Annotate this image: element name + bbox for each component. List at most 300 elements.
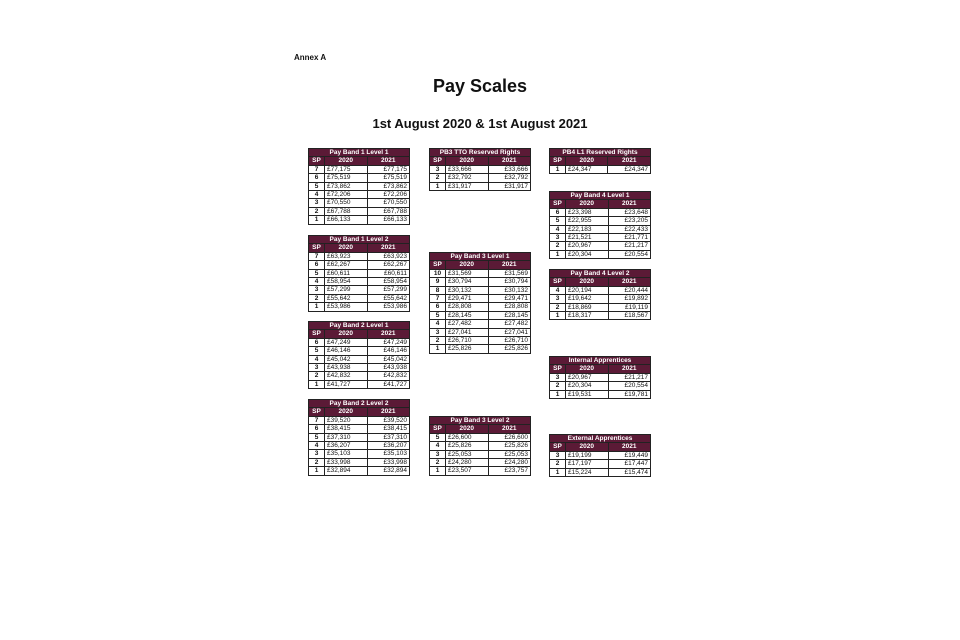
column-header-sp: SP	[430, 425, 446, 433]
table-row	[309, 458, 410, 466]
salary-2021-cell: £27,041	[488, 328, 531, 336]
table-row	[550, 312, 651, 320]
salary-2020-cell: £28,808	[446, 303, 489, 311]
table-row	[430, 182, 531, 190]
salary-2021-cell: £23,648	[608, 208, 651, 216]
spine-point-cell: 1	[550, 390, 566, 398]
column-header-sp: SP	[309, 157, 325, 165]
salary-2020-cell: £77,175	[325, 165, 368, 173]
column-header-2020: 2020	[325, 408, 368, 416]
salary-2021-cell: £60,611	[367, 269, 410, 277]
table-row	[309, 450, 410, 458]
salary-2020-cell: £18,317	[566, 312, 609, 320]
salary-2020-cell: £30,132	[446, 286, 489, 294]
column-header-2021: 2021	[608, 200, 651, 208]
salary-2020-cell: £32,894	[325, 467, 368, 475]
pay-table-title: External Apprentices	[550, 435, 651, 443]
spine-point-cell: 2	[430, 337, 446, 345]
pay-table	[429, 416, 531, 476]
spine-point-cell: 4	[309, 278, 325, 286]
salary-2021-cell: £19,892	[608, 295, 651, 303]
salary-2020-cell: £33,666	[446, 165, 489, 173]
pay-table	[429, 252, 531, 354]
salary-2020-cell: £19,642	[566, 295, 609, 303]
salary-2021-cell: £19,781	[608, 390, 651, 398]
spine-point-cell: 7	[309, 416, 325, 424]
spine-point-cell: 4	[550, 225, 566, 233]
salary-2021-cell: £41,727	[367, 380, 410, 388]
salary-2020-cell: £33,998	[325, 458, 368, 466]
salary-2021-cell: £55,642	[367, 294, 410, 302]
table-row	[430, 328, 531, 336]
pay-table-title: Pay Band 1 Level 1	[309, 149, 410, 157]
salary-2020-cell: £24,280	[446, 459, 489, 467]
table-row	[430, 337, 531, 345]
table-row	[309, 347, 410, 355]
salary-2021-cell: £19,119	[608, 303, 651, 311]
page-subtitle: 1st August 2020 & 1st August 2021	[372, 116, 588, 131]
salary-2020-cell: £36,207	[325, 442, 368, 450]
salary-2021-cell: £23,757	[488, 467, 531, 475]
salary-2020-cell: £45,042	[325, 355, 368, 363]
salary-2020-cell: £32,792	[446, 174, 489, 182]
column-header-2020: 2020	[325, 157, 368, 165]
salary-2021-cell: £19,449	[608, 451, 651, 459]
pay-table	[308, 399, 410, 476]
table-row	[309, 416, 410, 424]
spine-point-cell: 6	[550, 208, 566, 216]
salary-2021-cell: £66,133	[367, 216, 410, 224]
salary-2021-cell: £21,217	[608, 242, 651, 250]
table-row	[309, 355, 410, 363]
salary-2021-cell: £28,808	[488, 303, 531, 311]
salary-2021-cell: £36,207	[367, 442, 410, 450]
salary-2021-cell: £32,894	[367, 467, 410, 475]
pay-table-title: Pay Band 4 Level 2	[550, 270, 651, 278]
salary-2020-cell: £60,611	[325, 269, 368, 277]
pay-table	[308, 321, 410, 389]
annex-label: Annex A	[294, 53, 327, 62]
salary-2021-cell: £33,998	[367, 458, 410, 466]
salary-2020-cell: £73,862	[325, 182, 368, 190]
salary-2021-cell: £20,444	[608, 286, 651, 294]
spine-point-cell: 3	[309, 364, 325, 372]
spine-point-cell: 4	[309, 355, 325, 363]
table-row	[430, 433, 531, 441]
pay-table-title: Pay Band 2 Level 2	[309, 400, 410, 408]
table-row	[430, 345, 531, 353]
salary-2020-cell: £20,967	[566, 242, 609, 250]
salary-2020-cell: £20,194	[566, 286, 609, 294]
column-header-2020: 2020	[566, 365, 609, 373]
salary-2021-cell: £29,471	[488, 295, 531, 303]
table-row	[550, 303, 651, 311]
column-header-2021: 2021	[608, 278, 651, 286]
salary-2020-cell: £27,482	[446, 320, 489, 328]
table-row	[309, 286, 410, 294]
salary-2021-cell: £47,249	[367, 338, 410, 346]
pay-table	[549, 356, 651, 399]
column-header-2021: 2021	[367, 408, 410, 416]
spine-point-cell: 2	[550, 303, 566, 311]
salary-2020-cell: £75,519	[325, 174, 368, 182]
pay-table-title: Pay Band 3 Level 2	[430, 417, 531, 425]
column-header-2020: 2020	[325, 330, 368, 338]
salary-2020-cell: £26,600	[446, 433, 489, 441]
table-row	[309, 261, 410, 269]
table-row	[550, 165, 651, 173]
salary-2021-cell: £31,569	[488, 269, 531, 277]
table-row	[430, 303, 531, 311]
salary-2021-cell: £38,415	[367, 425, 410, 433]
spine-point-cell: 1	[309, 380, 325, 388]
table-row	[430, 295, 531, 303]
spine-point-cell: 1	[430, 182, 446, 190]
spine-point-cell: 5	[430, 311, 446, 319]
salary-2021-cell: £77,175	[367, 165, 410, 173]
salary-2020-cell: £25,826	[446, 442, 489, 450]
salary-2021-cell: £53,986	[367, 303, 410, 311]
salary-2021-cell: £15,474	[608, 468, 651, 476]
column-header-2021: 2021	[488, 261, 531, 269]
salary-2020-cell: £15,224	[566, 468, 609, 476]
salary-2021-cell: £75,519	[367, 174, 410, 182]
salary-2020-cell: £57,299	[325, 286, 368, 294]
column-header-2021: 2021	[488, 157, 531, 165]
salary-2021-cell: £21,217	[608, 373, 651, 381]
salary-2021-cell: £31,917	[488, 182, 531, 190]
table-row	[430, 442, 531, 450]
salary-2021-cell: £57,299	[367, 286, 410, 294]
table-row	[309, 252, 410, 260]
salary-2021-cell: £39,520	[367, 416, 410, 424]
spine-point-cell: 7	[430, 295, 446, 303]
table-row	[550, 286, 651, 294]
salary-2021-cell: £26,710	[488, 337, 531, 345]
table-row	[309, 191, 410, 199]
page-title: Pay Scales	[432, 76, 528, 96]
table-row	[309, 216, 410, 224]
salary-2020-cell: £21,521	[566, 234, 609, 242]
column-header-sp: SP	[550, 443, 566, 451]
salary-2020-cell: £25,053	[446, 450, 489, 458]
salary-2020-cell: £42,832	[325, 372, 368, 380]
spine-point-cell: 1	[550, 312, 566, 320]
salary-2020-cell: £63,923	[325, 252, 368, 260]
salary-2020-cell: £46,146	[325, 347, 368, 355]
spine-point-cell: 1	[309, 467, 325, 475]
column-header-sp: SP	[550, 157, 566, 165]
spine-point-cell: 9	[430, 278, 446, 286]
salary-2021-cell: £27,482	[488, 320, 531, 328]
salary-2020-cell: £31,917	[446, 182, 489, 190]
pay-table-title: Pay Band 2 Level 1	[309, 322, 410, 330]
salary-2020-cell: £31,569	[446, 269, 489, 277]
salary-2020-cell: £30,794	[446, 278, 489, 286]
pay-table	[549, 434, 651, 477]
column-header-sp: SP	[550, 200, 566, 208]
table-row	[309, 372, 410, 380]
salary-2020-cell: £22,183	[566, 225, 609, 233]
salary-2021-cell: £28,145	[488, 311, 531, 319]
table-row	[309, 380, 410, 388]
spine-point-cell: 3	[550, 373, 566, 381]
spine-point-cell: 10	[430, 269, 446, 277]
table-row	[550, 468, 651, 476]
spine-point-cell: 3	[550, 234, 566, 242]
salary-2020-cell: £17,197	[566, 460, 609, 468]
column-header-2020: 2020	[446, 261, 489, 269]
salary-2020-cell: £19,531	[566, 390, 609, 398]
table-row	[309, 294, 410, 302]
pay-table	[549, 191, 651, 259]
table-row	[550, 234, 651, 242]
salary-2020-cell: £19,199	[566, 451, 609, 459]
salary-2021-cell: £20,554	[608, 250, 651, 258]
salary-2020-cell: £29,471	[446, 295, 489, 303]
salary-2020-cell: £62,267	[325, 261, 368, 269]
spine-point-cell: 5	[430, 433, 446, 441]
salary-2020-cell: £67,788	[325, 207, 368, 215]
salary-2020-cell: £55,642	[325, 294, 368, 302]
table-row	[309, 269, 410, 277]
salary-2021-cell: £32,792	[488, 174, 531, 182]
table-row	[430, 450, 531, 458]
table-row	[430, 278, 531, 286]
table-row	[309, 199, 410, 207]
salary-2021-cell: £33,666	[488, 165, 531, 173]
salary-2021-cell: £25,826	[488, 442, 531, 450]
table-row	[550, 451, 651, 459]
salary-2021-cell: £62,267	[367, 261, 410, 269]
column-header-2021: 2021	[367, 157, 410, 165]
pay-table-title: Pay Band 1 Level 2	[309, 236, 410, 244]
pay-table	[549, 148, 651, 174]
table-row	[550, 242, 651, 250]
spine-point-cell: 3	[550, 451, 566, 459]
salary-2021-cell: £35,103	[367, 450, 410, 458]
spine-point-cell: 2	[309, 458, 325, 466]
table-row	[309, 207, 410, 215]
salary-2021-cell: £70,550	[367, 199, 410, 207]
salary-2021-cell: £23,205	[608, 217, 651, 225]
spine-point-cell: 1	[309, 216, 325, 224]
pay-table-title: PB3 TTO Reserved Rights	[430, 149, 531, 157]
spine-point-cell: 7	[309, 165, 325, 173]
salary-2020-cell: £72,206	[325, 191, 368, 199]
salary-2020-cell: £70,550	[325, 199, 368, 207]
table-row	[430, 459, 531, 467]
spine-point-cell: 2	[430, 174, 446, 182]
spine-point-cell: 1	[550, 165, 566, 173]
column-header-2021: 2021	[367, 330, 410, 338]
salary-2020-cell: £53,986	[325, 303, 368, 311]
salary-2021-cell: £26,600	[488, 433, 531, 441]
column-header-2020: 2020	[566, 443, 609, 451]
salary-2021-cell: £42,832	[367, 372, 410, 380]
spine-point-cell: 3	[550, 295, 566, 303]
salary-2021-cell: £58,954	[367, 278, 410, 286]
table-row	[550, 208, 651, 216]
spine-point-cell: 6	[309, 425, 325, 433]
spine-point-cell: 2	[550, 382, 566, 390]
salary-2021-cell: £22,433	[608, 225, 651, 233]
table-row	[309, 425, 410, 433]
salary-2021-cell: £73,862	[367, 182, 410, 190]
column-header-2020: 2020	[325, 244, 368, 252]
table-row	[550, 295, 651, 303]
salary-2021-cell: £21,771	[608, 234, 651, 242]
spine-point-cell: 5	[309, 269, 325, 277]
spine-point-cell: 1	[550, 468, 566, 476]
table-row	[309, 165, 410, 173]
spine-point-cell: 1	[309, 303, 325, 311]
table-row	[309, 433, 410, 441]
salary-2020-cell: £18,869	[566, 303, 609, 311]
salary-2021-cell: £25,826	[488, 345, 531, 353]
table-row	[550, 373, 651, 381]
salary-2020-cell: £24,347	[566, 165, 608, 173]
spine-point-cell: 2	[309, 372, 325, 380]
column-header-2021: 2021	[608, 365, 651, 373]
table-row	[550, 217, 651, 225]
salary-2021-cell: £45,042	[367, 355, 410, 363]
table-row	[430, 269, 531, 277]
table-row	[550, 225, 651, 233]
column-header-sp: SP	[550, 365, 566, 373]
pay-table-title: Pay Band 4 Level 1	[550, 192, 651, 200]
spine-point-cell: 2	[430, 459, 446, 467]
salary-2020-cell: £38,415	[325, 425, 368, 433]
spine-point-cell: 5	[309, 347, 325, 355]
spine-point-cell: 8	[430, 286, 446, 294]
table-row	[550, 382, 651, 390]
spine-point-cell: 2	[550, 460, 566, 468]
table-row	[309, 174, 410, 182]
spine-point-cell: 6	[309, 174, 325, 182]
column-header-sp: SP	[550, 278, 566, 286]
table-row	[430, 311, 531, 319]
salary-2020-cell: £58,954	[325, 278, 368, 286]
table-row	[430, 320, 531, 328]
salary-2020-cell: £47,249	[325, 338, 368, 346]
salary-2021-cell: £46,146	[367, 347, 410, 355]
table-row	[309, 442, 410, 450]
spine-point-cell: 1	[550, 250, 566, 258]
salary-2021-cell: £25,053	[488, 450, 531, 458]
spine-point-cell: 3	[309, 286, 325, 294]
table-row	[550, 250, 651, 258]
spine-point-cell: 2	[309, 294, 325, 302]
column-header-2020: 2020	[446, 157, 489, 165]
spine-point-cell: 6	[430, 303, 446, 311]
column-header-2020: 2020	[446, 425, 489, 433]
column-header-2021: 2021	[608, 157, 651, 165]
salary-2021-cell: £37,310	[367, 433, 410, 441]
salary-2020-cell: £41,727	[325, 380, 368, 388]
salary-2020-cell: £25,826	[446, 345, 489, 353]
spine-point-cell: 6	[309, 338, 325, 346]
column-header-sp: SP	[430, 157, 446, 165]
salary-2020-cell: £27,041	[446, 328, 489, 336]
salary-2021-cell: £43,938	[367, 364, 410, 372]
pay-table-title: Internal Apprentices	[550, 357, 651, 365]
table-row	[430, 286, 531, 294]
spine-point-cell: 4	[550, 286, 566, 294]
pay-table-title: PB4 L1 Reserved Rights	[550, 149, 651, 157]
pay-table	[308, 235, 410, 312]
table-row	[309, 364, 410, 372]
column-header-2021: 2021	[608, 443, 651, 451]
spine-point-cell: 5	[550, 217, 566, 225]
column-header-sp: SP	[309, 330, 325, 338]
table-row	[550, 460, 651, 468]
spine-point-cell: 6	[309, 261, 325, 269]
salary-2020-cell: £22,955	[566, 217, 609, 225]
salary-2020-cell: £20,967	[566, 373, 609, 381]
spine-point-cell: 1	[430, 467, 446, 475]
column-header-sp: SP	[309, 408, 325, 416]
column-header-sp: SP	[309, 244, 325, 252]
spine-point-cell: 5	[309, 433, 325, 441]
spine-point-cell: 4	[309, 442, 325, 450]
salary-2021-cell: £17,447	[608, 460, 651, 468]
table-row	[309, 338, 410, 346]
spine-point-cell: 2	[309, 207, 325, 215]
pay-table-title: Pay Band 3 Level 1	[430, 253, 531, 261]
spine-point-cell: 3	[309, 199, 325, 207]
table-row	[309, 278, 410, 286]
column-header-2021: 2021	[367, 244, 410, 252]
table-row	[430, 174, 531, 182]
column-header-2020: 2020	[566, 200, 609, 208]
salary-2020-cell: £26,710	[446, 337, 489, 345]
column-header-sp: SP	[430, 261, 446, 269]
salary-2021-cell: £63,923	[367, 252, 410, 260]
table-row	[309, 182, 410, 190]
spine-point-cell: 1	[430, 345, 446, 353]
spine-point-cell: 3	[430, 328, 446, 336]
salary-2020-cell: £23,507	[446, 467, 489, 475]
salary-2021-cell: £30,794	[488, 278, 531, 286]
salary-2020-cell: £39,520	[325, 416, 368, 424]
salary-2021-cell: £72,206	[367, 191, 410, 199]
salary-2020-cell: £66,133	[325, 216, 368, 224]
column-header-2020: 2020	[566, 157, 608, 165]
table-row	[309, 467, 410, 475]
pay-table	[429, 148, 531, 191]
salary-2021-cell: £18,567	[608, 312, 651, 320]
table-row	[550, 390, 651, 398]
spine-point-cell: 3	[309, 450, 325, 458]
spine-point-cell: 4	[430, 320, 446, 328]
salary-2021-cell: £20,554	[608, 382, 651, 390]
spine-point-cell: 5	[309, 182, 325, 190]
salary-2021-cell: £67,788	[367, 207, 410, 215]
salary-2020-cell: £28,145	[446, 311, 489, 319]
salary-2020-cell: £43,938	[325, 364, 368, 372]
salary-2021-cell: £24,347	[608, 165, 651, 173]
salary-2020-cell: £23,398	[566, 208, 609, 216]
salary-2021-cell: £30,132	[488, 286, 531, 294]
salary-2020-cell: £37,310	[325, 433, 368, 441]
salary-2020-cell: £35,103	[325, 450, 368, 458]
column-header-2021: 2021	[488, 425, 531, 433]
spine-point-cell: 3	[430, 165, 446, 173]
spine-point-cell: 2	[550, 242, 566, 250]
spine-point-cell: 7	[309, 252, 325, 260]
pay-table	[549, 269, 651, 320]
